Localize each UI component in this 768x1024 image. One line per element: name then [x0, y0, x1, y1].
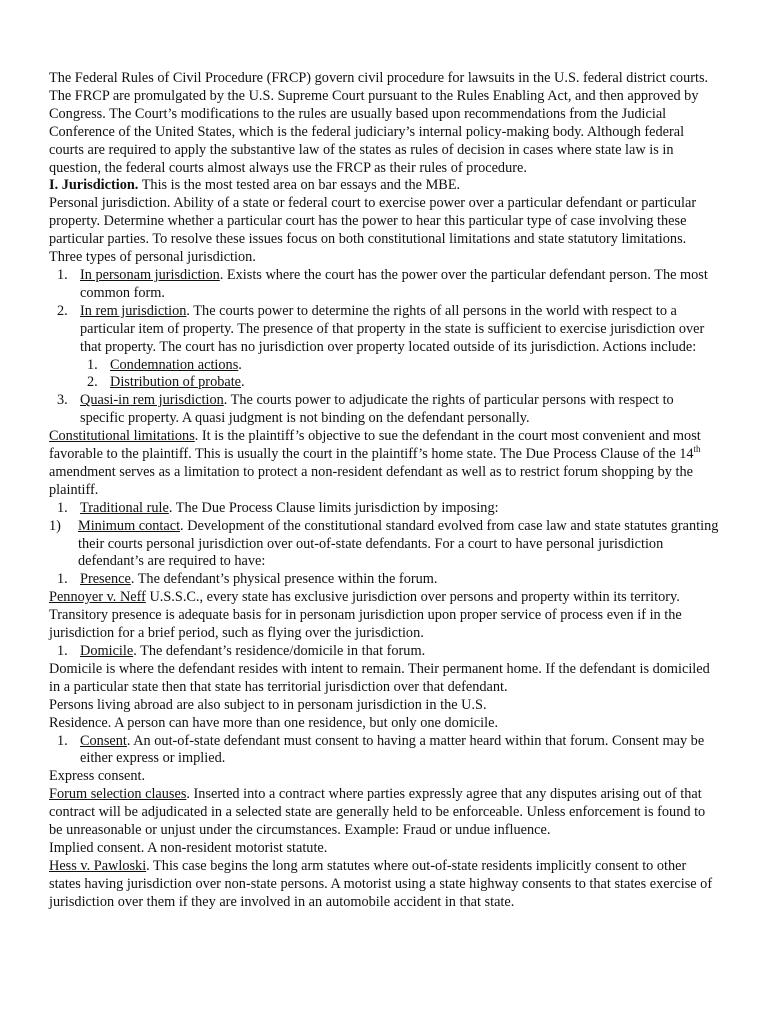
- term-link: Forum selection clauses: [49, 786, 187, 803]
- list-text: . The defendant’s physical presence within the forum.: [130, 571, 438, 588]
- paragraph-text: . Inserted into a contract where parties expressly agree that any disputes arising out of that contract will be adjudicated in a selected state are generally held to be enforceable. Unless enforcement is found to be unreasonable or unjust under the circumstances. Example: Fraud or undue influence.: [49, 786, 706, 839]
- term-link: Minimum contact: [78, 517, 181, 534]
- personal-jurisdiction-paragraph: Personal jurisdiction. Ability of a state or federal court to exercise power over a particular defendant or particular property. Determine whether a particular court has the power to hear this particular type of case involving these particular parties. To resolve these issues focus on both constitutional limitations and state statutory limitations.: [49, 195, 697, 248]
- list-item: [49, 500, 721, 518]
- paragraph-text: . It is the plaintiff’s objective to sue the defendant in the court most convenient and most favorable to the plaintiff. This is usually the court in the plaintiff’s home state. The Due Process Clause of the 14: [49, 428, 701, 463]
- list-text: . Development of the constitutional standard evolved from case law and state statutes granting their courts personal jurisdiction over out-of-state defendants. For a court to have personal jurisdiction defendant’s are required to have:: [78, 517, 719, 570]
- list-item: [49, 643, 721, 661]
- paragraph-text: . This case begins the long arm statutes where out-of-state residents implicitly consent to other states having jurisdiction over non-state persons. A motorist using a state highway consents to that states exercise of jurisdiction over them if they are involved in an automobile accident in that state.: [49, 857, 713, 910]
- list-text: . An out-of-state defendant must consent to having a matter heard within that forum. Consent may be either express or implied.: [80, 732, 705, 767]
- document-page: [49, 70, 721, 912]
- list-text: .: [241, 374, 245, 391]
- sub-list-item: [49, 374, 721, 392]
- term-link: Condemnation actions: [110, 356, 239, 373]
- term-link: Distribution of probate: [110, 374, 242, 391]
- list-number: 2.: [57, 302, 68, 319]
- term-link: Quasi-in rem jurisdiction: [80, 392, 224, 409]
- list-item: [49, 518, 721, 572]
- case-name: Pennoyer v. Neff: [49, 589, 146, 606]
- list-item: [49, 392, 721, 428]
- term-link: Traditional rule: [80, 499, 169, 516]
- list-number: 1): [49, 517, 61, 534]
- list-item: [49, 267, 721, 303]
- domicile-paragraph: Domicile is where the defendant resides with intent to remain. Their permanent home. If the defendant is domiciled in a particular state then that state has territorial jurisdiction over that defendant.: [49, 660, 710, 695]
- list-text: . The courts power to determine the rights of all persons in the world with respect to a particular item of property. The presence of that property in the state is sufficient to exercise jurisdiction over that property. The court has no jurisdiction over property located outside of its jurisdiction. Actions include:: [80, 302, 705, 355]
- list-number: 1.: [57, 732, 68, 749]
- term-link: Consent: [80, 732, 127, 749]
- case-name: Hess v. Pawloski: [49, 857, 147, 874]
- list-text: .: [238, 356, 242, 373]
- abroad-paragraph: Persons living abroad are also subject to in personam jurisdiction in the U.S.: [49, 696, 487, 713]
- list-number: 1.: [57, 499, 68, 516]
- list-text: . The defendant’s residence/domicile in that forum.: [133, 643, 426, 659]
- term-link: Domicile: [80, 643, 134, 659]
- list-number: 3.: [57, 392, 68, 409]
- list-text: . The Due Process Clause limits jurisdiction by imposing:: [168, 499, 499, 516]
- intro-paragraph: The Federal Rules of Civil Procedure (FRCP) govern civil procedure for lawsuits in the U.S. federal district courts. The FRCP are promulgated by the U.S. Supreme Court pursuant to the Rules Enabling Act, and then approved by Congress. The Court’s modifications to the rules are usually based upon recommendations from the Judicial Conference of the United States, which is the federal judiciary’s internal policy-making body. Although federal courts are required to apply the substantive law of the states as rules of decision in cases where state law is in question, the federal courts almost always use the FRCP as their rules of procedure.: [49, 70, 709, 176]
- three-types-paragraph: Three types of personal jurisdiction.: [49, 249, 256, 266]
- constitutional-paragraph: [49, 428, 721, 500]
- list-text: . Exists where the court has the power over the particular defendant person. The most common form.: [80, 266, 708, 301]
- residence-paragraph: Residence. A person can have more than one residence, but only one domicile.: [49, 714, 499, 731]
- list-number: 1.: [57, 643, 68, 659]
- list-number: 1.: [57, 266, 68, 283]
- term-link: Presence: [80, 571, 131, 588]
- section-subtitle: This is the most tested area on bar essays and the MBE.: [138, 177, 461, 194]
- paragraph-text: amendment serves as a limitation to protect a non-resident defendant as well as to restrict forum shopping by the plaintiff.: [49, 463, 693, 498]
- superscript: th: [693, 444, 701, 455]
- express-paragraph: Express consent.: [49, 768, 146, 785]
- sub-list-item: [49, 357, 721, 375]
- pennoyer-paragraph: [49, 589, 721, 643]
- term-link: Constitutional limitations: [49, 428, 195, 445]
- hess-paragraph: [49, 858, 721, 912]
- list-item: [49, 303, 721, 357]
- list-item: [49, 571, 721, 589]
- section-title: I. Jurisdiction.: [49, 177, 139, 194]
- section-heading: [49, 177, 721, 195]
- list-item: [49, 733, 721, 769]
- list-number: 1.: [87, 356, 98, 373]
- list-number: 2.: [87, 374, 98, 391]
- implied-paragraph: Implied consent. A non-resident motorist statute.: [49, 839, 328, 856]
- forum-paragraph: [49, 786, 721, 840]
- term-link: In personam jurisdiction: [80, 266, 220, 283]
- list-number: 1.: [57, 571, 68, 588]
- term-link: In rem jurisdiction: [80, 302, 187, 319]
- paragraph-text: U.S.S.C., every state has exclusive jurisdiction over persons and property within its territory. Transitory presence is adequate basis for in personam jurisdiction upon proper service of process even if in the jurisdiction for a brief period, such as flying over the jurisdiction.: [49, 589, 682, 642]
- list-text: . The courts power to adjudicate the rights of particular persons with respect to specific property. A quasi judgment is not binding on the defendant personally.: [80, 392, 674, 427]
